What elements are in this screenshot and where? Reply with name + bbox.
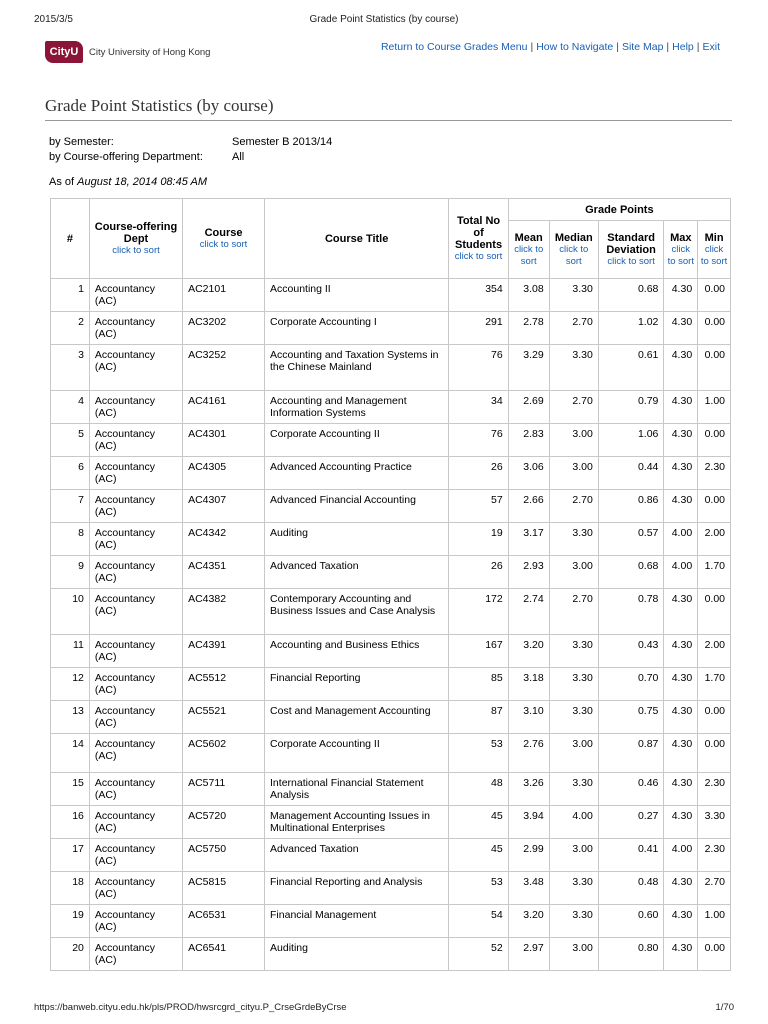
cell-min: 0.00 (698, 424, 731, 457)
header-row (51, 199, 731, 221)
header-total[interactable] (449, 199, 508, 279)
cell-median: 3.30 (549, 635, 598, 668)
cell-sd: 0.70 (598, 668, 664, 701)
cell-sd: 0.68 (598, 556, 664, 589)
cell-mean: 2.97 (508, 938, 549, 971)
cell-index: 1 (51, 279, 90, 312)
cell-title: Auditing (265, 938, 449, 971)
nav-separator: | (696, 41, 700, 53)
print-date: 2015/3/5 (34, 14, 73, 25)
cell-mean: 2.66 (508, 490, 549, 523)
cell-index: 14 (51, 734, 90, 773)
table-row (51, 773, 731, 806)
cell-mean: 3.94 (508, 806, 549, 839)
grade-statistics-table (50, 198, 731, 971)
table-row (51, 457, 731, 490)
cell-sd: 0.68 (598, 279, 664, 312)
cell-total: 26 (449, 457, 508, 490)
cell-total: 53 (449, 872, 508, 905)
cell-index: 12 (51, 668, 90, 701)
page-title: Grade Point Statistics (by course) (45, 96, 732, 121)
cell-sd: 0.48 (598, 872, 664, 905)
cell-index: 18 (51, 872, 90, 905)
cell-dept: Accountancy (AC) (89, 345, 182, 391)
cell-index: 17 (51, 839, 90, 872)
cell-min: 0.00 (698, 279, 731, 312)
cell-min: 2.30 (698, 773, 731, 806)
cell-max: 4.30 (664, 279, 698, 312)
site-map-link[interactable]: Site Map (621, 41, 664, 53)
header-dept-label: Course-offering Dept (94, 220, 178, 245)
cell-max: 4.00 (664, 839, 698, 872)
cell-median: 2.70 (549, 312, 598, 345)
cell-sd: 0.78 (598, 589, 664, 635)
cell-dept: Accountancy (AC) (89, 457, 182, 490)
sort-mean-link[interactable]: click to sort (514, 243, 544, 267)
cell-min: 0.00 (698, 701, 731, 734)
cell-mean: 3.26 (508, 773, 549, 806)
cell-index: 19 (51, 905, 90, 938)
cell-course: AC3252 (183, 345, 265, 391)
as-of-label: As of (49, 176, 75, 188)
how-to-navigate-link[interactable]: How to Navigate (536, 41, 614, 53)
cell-sd: 0.86 (598, 490, 664, 523)
sort-course-link[interactable]: click to sort (199, 238, 248, 250)
page-number: 1/70 (715, 1002, 734, 1013)
cell-index: 5 (51, 424, 90, 457)
cell-title: Corporate Accounting II (265, 424, 449, 457)
cell-sd: 0.27 (598, 806, 664, 839)
cell-median: 3.00 (549, 839, 598, 872)
header-total-label: Total No of Students (455, 214, 503, 251)
cell-total: 172 (449, 589, 508, 635)
cell-median: 3.30 (549, 345, 598, 391)
cell-dept: Accountancy (AC) (89, 490, 182, 523)
cell-dept: Accountancy (AC) (89, 556, 182, 589)
cell-median: 3.00 (549, 556, 598, 589)
cell-mean: 2.78 (508, 312, 549, 345)
cell-course: AC4351 (183, 556, 265, 589)
cell-sd: 0.41 (598, 839, 664, 872)
cell-index: 13 (51, 701, 90, 734)
cell-course: AC2101 (183, 279, 265, 312)
table-row (51, 806, 731, 839)
cell-title: Auditing (265, 523, 449, 556)
table-row (51, 589, 731, 635)
cell-median: 3.30 (549, 872, 598, 905)
cell-total: 48 (449, 773, 508, 806)
cell-total: 53 (449, 734, 508, 773)
cell-sd: 0.61 (598, 345, 664, 391)
cell-title: Management Accounting Issues in Multinational Enterprises (265, 806, 449, 839)
sort-max-link[interactable]: click to sort (667, 243, 694, 267)
cell-index: 3 (51, 345, 90, 391)
cell-index: 16 (51, 806, 90, 839)
header-grade-points: Grade Points (508, 199, 730, 221)
cell-max: 4.00 (664, 556, 698, 589)
cell-min: 2.00 (698, 523, 731, 556)
semester-value: Semester B 2013/14 (232, 136, 333, 148)
cell-min: 0.00 (698, 938, 731, 971)
cell-index: 9 (51, 556, 90, 589)
sort-median-link[interactable]: click to sort (559, 243, 589, 267)
cell-max: 4.30 (664, 490, 698, 523)
table-row (51, 734, 731, 773)
table-row (51, 391, 731, 424)
cell-min: 3.30 (698, 806, 731, 839)
cell-sd: 0.87 (598, 734, 664, 773)
cell-total: 52 (449, 938, 508, 971)
cell-course: AC5602 (183, 734, 265, 773)
table-row (51, 872, 731, 905)
cell-min: 1.70 (698, 556, 731, 589)
sort-min-link[interactable]: click to sort (700, 243, 728, 267)
nav-separator: | (616, 41, 619, 53)
cell-median: 3.30 (549, 905, 598, 938)
cell-index: 20 (51, 938, 90, 971)
cell-total: 45 (449, 806, 508, 839)
cell-mean: 2.69 (508, 391, 549, 424)
cell-min: 2.00 (698, 635, 731, 668)
cell-mean: 3.17 (508, 523, 549, 556)
table-row (51, 279, 731, 312)
cell-course: AC4305 (183, 457, 265, 490)
cell-min: 0.00 (698, 312, 731, 345)
cell-dept: Accountancy (AC) (89, 312, 182, 345)
cell-mean: 3.20 (508, 635, 549, 668)
cell-max: 4.30 (664, 424, 698, 457)
cell-sd: 0.57 (598, 523, 664, 556)
cell-index: 2 (51, 312, 90, 345)
cell-title: Advanced Taxation (265, 556, 449, 589)
cell-sd: 0.43 (598, 635, 664, 668)
cell-mean: 3.48 (508, 872, 549, 905)
cityu-logo-icon (45, 41, 83, 63)
semester-criterion (49, 136, 449, 151)
department-label: by Course-offering Department: (49, 151, 203, 163)
cell-index: 8 (51, 523, 90, 556)
cell-total: 87 (449, 701, 508, 734)
cell-total: 167 (449, 635, 508, 668)
cell-total: 19 (449, 523, 508, 556)
cell-dept: Accountancy (AC) (89, 279, 182, 312)
cell-min: 2.30 (698, 839, 731, 872)
cell-min: 2.30 (698, 457, 731, 490)
table-row (51, 635, 731, 668)
as-of-timestamp (49, 176, 207, 188)
cell-sd: 0.75 (598, 701, 664, 734)
cell-dept: Accountancy (AC) (89, 806, 182, 839)
cell-index: 7 (51, 490, 90, 523)
table-row (51, 938, 731, 971)
cell-max: 4.30 (664, 635, 698, 668)
cell-min: 2.70 (698, 872, 731, 905)
cell-total: 76 (449, 424, 508, 457)
cell-median: 3.30 (549, 668, 598, 701)
nav-separator: | (530, 41, 534, 53)
cell-title: Corporate Accounting II (265, 734, 449, 773)
cell-mean: 2.83 (508, 424, 549, 457)
cell-max: 4.30 (664, 589, 698, 635)
cell-title: Accounting II (265, 279, 449, 312)
cell-index: 11 (51, 635, 90, 668)
cell-mean: 2.76 (508, 734, 549, 773)
cell-median: 2.70 (549, 391, 598, 424)
cell-course: AC5815 (183, 872, 265, 905)
print-title: Grade Point Statistics (by course) (309, 14, 459, 25)
cell-median: 2.70 (549, 589, 598, 635)
cell-title: Accounting and Management Information Systems (265, 391, 449, 424)
cell-total: 354 (449, 279, 508, 312)
as-of-value: August 18, 2014 08:45 AM (77, 176, 207, 188)
cell-title: Cost and Management Accounting (265, 701, 449, 734)
cell-median: 2.70 (549, 490, 598, 523)
cell-mean: 2.74 (508, 589, 549, 635)
cell-mean: 3.08 (508, 279, 549, 312)
cell-total: 34 (449, 391, 508, 424)
cell-total: 57 (449, 490, 508, 523)
cell-sd: 0.44 (598, 457, 664, 490)
cell-max: 4.30 (664, 668, 698, 701)
header-mean-label: Mean (514, 231, 543, 244)
logo-text: CityU (49, 46, 79, 58)
cell-title: Financial Management (265, 905, 449, 938)
cell-total: 76 (449, 345, 508, 391)
cell-title: International Financial Statement Analysis (265, 773, 449, 806)
cell-max: 4.00 (664, 523, 698, 556)
cell-title: Advanced Accounting Practice (265, 457, 449, 490)
cell-title: Financial Reporting (265, 668, 449, 701)
table-row (51, 312, 731, 345)
header-title: Course Title (265, 199, 449, 279)
header-sd-label: Standard Deviation (606, 231, 656, 256)
cell-total: 45 (449, 839, 508, 872)
cell-dept: Accountancy (AC) (89, 391, 182, 424)
cell-median: 3.00 (549, 734, 598, 773)
return-to-menu-link[interactable]: Return to Course Grades Menu (380, 41, 528, 53)
cell-dept: Accountancy (AC) (89, 635, 182, 668)
cell-max: 4.30 (664, 872, 698, 905)
table-row (51, 701, 731, 734)
cell-index: 4 (51, 391, 90, 424)
cell-title: Advanced Financial Accounting (265, 490, 449, 523)
cell-course: AC6541 (183, 938, 265, 971)
table-row (51, 839, 731, 872)
cell-dept: Accountancy (AC) (89, 668, 182, 701)
cell-course: AC4382 (183, 589, 265, 635)
cell-mean: 2.99 (508, 839, 549, 872)
nav-separator: | (666, 41, 670, 53)
cell-course: AC5750 (183, 839, 265, 872)
sort-dept-link[interactable]: click to sort (112, 244, 160, 256)
header-median-label: Median (554, 231, 593, 244)
cell-course: AC4391 (183, 635, 265, 668)
header-min-label: Min (704, 231, 724, 244)
cell-course: AC6531 (183, 905, 265, 938)
cell-index: 15 (51, 773, 90, 806)
exit-link[interactable]: Exit (702, 41, 720, 53)
cell-dept: Accountancy (AC) (89, 938, 182, 971)
cell-min: 1.70 (698, 668, 731, 701)
cell-median: 3.00 (549, 457, 598, 490)
cell-dept: Accountancy (AC) (89, 773, 182, 806)
cell-total: 26 (449, 556, 508, 589)
cell-sd: 0.79 (598, 391, 664, 424)
table-row (51, 523, 731, 556)
cell-median: 3.00 (549, 424, 598, 457)
cell-mean: 3.06 (508, 457, 549, 490)
department-value: All (232, 151, 245, 163)
table-row (51, 668, 731, 701)
cell-course: AC5521 (183, 701, 265, 734)
cell-course: AC5711 (183, 773, 265, 806)
sort-sd-link[interactable]: click to sort (607, 255, 655, 267)
cell-mean: 3.20 (508, 905, 549, 938)
table-row (51, 490, 731, 523)
header-dept[interactable] (89, 199, 182, 279)
cell-max: 4.30 (664, 806, 698, 839)
cell-dept: Accountancy (AC) (89, 589, 182, 635)
cell-course: AC3202 (183, 312, 265, 345)
cell-sd: 0.80 (598, 938, 664, 971)
cell-min: 1.00 (698, 391, 731, 424)
cell-dept: Accountancy (AC) (89, 905, 182, 938)
table-row (51, 905, 731, 938)
cell-min: 0.00 (698, 734, 731, 773)
cell-dept: Accountancy (AC) (89, 734, 182, 773)
cell-min: 0.00 (698, 589, 731, 635)
header-mean[interactable] (508, 221, 549, 279)
cell-dept: Accountancy (AC) (89, 701, 182, 734)
cell-min: 0.00 (698, 345, 731, 391)
header-median[interactable] (549, 221, 598, 279)
cell-max: 4.30 (664, 701, 698, 734)
cell-title: Accounting and Business Ethics (265, 635, 449, 668)
table-row (51, 556, 731, 589)
cell-max: 4.30 (664, 938, 698, 971)
cell-median: 4.00 (549, 806, 598, 839)
sort-total-link[interactable]: click to sort (454, 250, 503, 262)
cell-max: 4.30 (664, 391, 698, 424)
help-link[interactable]: Help (672, 41, 694, 53)
print-header (34, 14, 734, 28)
cell-median: 3.30 (549, 701, 598, 734)
cell-index: 6 (51, 457, 90, 490)
cell-total: 85 (449, 668, 508, 701)
cell-mean: 3.18 (508, 668, 549, 701)
department-criterion (49, 151, 449, 166)
cell-title: Corporate Accounting I (265, 312, 449, 345)
header-index: # (51, 199, 90, 279)
print-url: https://banweb.cityu.edu.hk/pls/PROD/hwsrcgrd_cityu.P_CrseGrdeByCrse (34, 1002, 347, 1013)
cell-course: AC4161 (183, 391, 265, 424)
cell-median: 3.00 (549, 938, 598, 971)
cell-max: 4.30 (664, 773, 698, 806)
cell-mean: 3.10 (508, 701, 549, 734)
cell-dept: Accountancy (AC) (89, 424, 182, 457)
search-criteria (49, 136, 449, 166)
cell-median: 3.30 (549, 523, 598, 556)
cell-title: Accounting and Taxation Systems in the Chinese Mainland (265, 345, 449, 391)
top-navigation (381, 41, 720, 53)
cell-sd: 1.02 (598, 312, 664, 345)
cell-sd: 0.60 (598, 905, 664, 938)
cell-title: Financial Reporting and Analysis (265, 872, 449, 905)
cell-dept: Accountancy (AC) (89, 872, 182, 905)
cell-course: AC5512 (183, 668, 265, 701)
cell-min: 1.00 (698, 905, 731, 938)
table-row (51, 345, 731, 391)
cell-index: 10 (51, 589, 90, 635)
cell-course: AC4301 (183, 424, 265, 457)
cell-title: Advanced Taxation (265, 839, 449, 872)
semester-label: by Semester: (49, 136, 114, 148)
header-sd[interactable] (598, 221, 664, 279)
header-max-label: Max (670, 231, 692, 244)
cell-course: AC4342 (183, 523, 265, 556)
table-row (51, 424, 731, 457)
print-footer (34, 1002, 734, 1016)
cell-dept: Accountancy (AC) (89, 523, 182, 556)
cell-median: 3.30 (549, 773, 598, 806)
cell-max: 4.30 (664, 734, 698, 773)
header-course[interactable] (183, 199, 265, 279)
cell-sd: 0.46 (598, 773, 664, 806)
cell-course: AC5720 (183, 806, 265, 839)
header-max[interactable] (664, 221, 698, 279)
cell-total: 291 (449, 312, 508, 345)
cell-max: 4.30 (664, 457, 698, 490)
university-name: City University of Hong Kong (89, 47, 211, 58)
cell-min: 0.00 (698, 490, 731, 523)
cell-max: 4.30 (664, 905, 698, 938)
cell-mean: 3.29 (508, 345, 549, 391)
cell-median: 3.30 (549, 279, 598, 312)
cell-max: 4.30 (664, 312, 698, 345)
cell-course: AC4307 (183, 490, 265, 523)
cell-mean: 2.93 (508, 556, 549, 589)
cell-title: Contemporary Accounting and Business Issues and Case Analysis (265, 589, 449, 635)
cell-total: 54 (449, 905, 508, 938)
cell-max: 4.30 (664, 345, 698, 391)
cell-sd: 1.06 (598, 424, 664, 457)
header-min[interactable] (698, 221, 731, 279)
cell-dept: Accountancy (AC) (89, 839, 182, 872)
header-course-label: Course (204, 226, 243, 239)
